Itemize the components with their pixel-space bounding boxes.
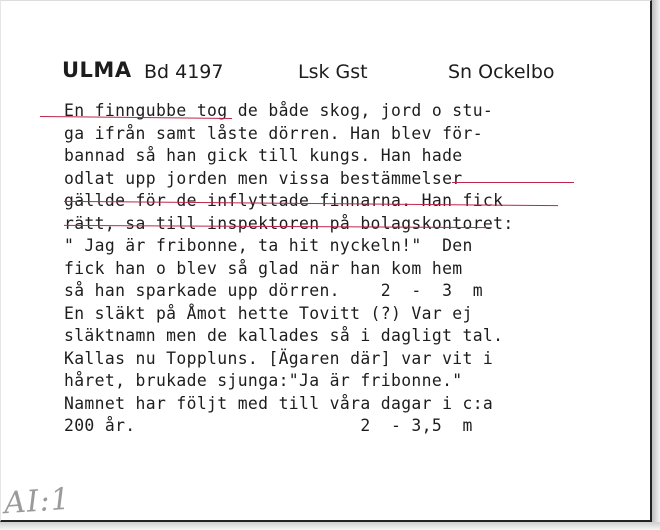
socken-label: Sn Ockelbo — [448, 61, 555, 83]
text-line: Namnet har följt med till våra dagar i c:a — [64, 393, 494, 413]
text-line: En finngubbe tog de både skog, jord o stu- — [64, 101, 494, 120]
archive-code: ULMA — [62, 58, 132, 82]
text-line: håret, brukade sjunga:"Ja är fribonne." — [64, 371, 463, 390]
text-line: bannad så han gick till kungs. Han hade — [64, 146, 463, 165]
volume-number: Bd 4197 — [144, 61, 224, 83]
text-line: släktnamn men de kallades så i dagligt tal. — [64, 326, 504, 345]
text-line: odlat upp jorden men vissa bestämmelser — [64, 168, 463, 188]
text-line: " Jag är fribonne, ta hit nyckeln!" Den — [64, 236, 473, 255]
card-bottom-shadow — [0, 522, 660, 530]
text-line: 200 år. 2 - 3,5 m — [64, 416, 473, 435]
text-line: ga ifrån samt låste dörren. Han blev för- — [64, 123, 483, 143]
archive-stamp: AI:1 — [2, 481, 72, 522]
text-line: Kallas nu Toppluns. [Ägaren där] var vit i — [64, 348, 494, 368]
text-line: så han sparkade upp dörren. 2 - 3 m — [64, 281, 483, 300]
landskap-label: Lsk Gst — [298, 61, 368, 83]
red-underline — [452, 182, 574, 183]
text-line: fick han o blev så glad när han kom hem — [64, 258, 463, 278]
text-line: gällde för de inflyttade finnarna. Han fick — [64, 191, 504, 210]
card-edge-shadow — [652, 0, 660, 530]
transcription-text — [64, 100, 624, 438]
card-header — [62, 58, 622, 92]
text-line: En släkt på Åmot hette Tovitt (?) Var ej — [64, 303, 473, 323]
text-line: rätt, sa till inspektoren på bolagskontoret: — [64, 213, 514, 233]
